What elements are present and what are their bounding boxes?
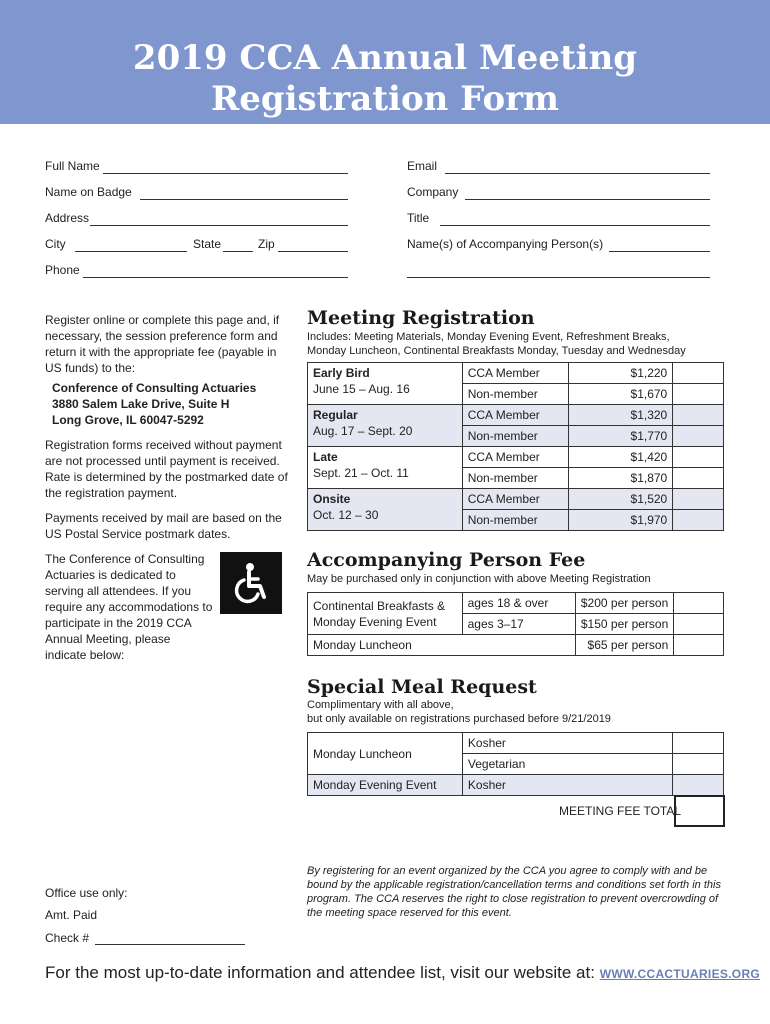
price-adult: $200 per person [575,593,673,614]
meal-kosher-check[interactable] [673,733,724,754]
tier-cell [308,363,463,405]
table-row [308,405,724,426]
member-checkbox[interactable] [673,405,724,426]
table-row [308,775,724,796]
full-name-field[interactable] [103,173,348,174]
phone-label: Phone [45,263,80,277]
city-label: City [45,237,66,251]
special-meal-title: Special Meal Request [307,676,537,698]
nonmember-price: $1,670 [568,384,673,405]
meal-evening: Monday Evening Event [308,775,463,796]
accompanying-item-1 [308,593,463,635]
meal-vegetarian-check[interactable] [673,754,724,775]
member-checkbox[interactable] [673,489,724,510]
office-use-label: Office use only: [45,886,128,900]
tier-name: Onsite [313,492,351,506]
meal-subtitle-line-2: but only available on registrations purchased before 9/21/2019 [307,713,611,725]
check-label: Check # [45,931,90,945]
meal-vegetarian: Vegetarian [462,754,672,775]
tier-name: Late [313,450,338,464]
accompanying-field-2[interactable] [407,277,710,278]
title-label: Title [407,211,430,225]
accompanying-fee-subtitle: May be purchased only in conjunction with above Meeting Registration [307,573,651,585]
title-line-1: 2019 CCA Annual Meeting [132,38,638,78]
member-checkbox[interactable] [673,363,724,384]
zip-label: Zip [258,237,275,251]
tier-name: Early Bird [313,366,370,380]
accompanying-item-2: Monday Luncheon [308,635,576,656]
name-on-badge-field[interactable] [140,199,348,200]
member-checkbox[interactable] [673,447,724,468]
website-link[interactable]: WWW.CCACTUARIES.ORG [599,967,761,981]
tier-dates: Aug. 17 – Sept. 20 [313,424,413,438]
postmark-note: Payments received by mail are based on the US Postal Service postmark dates. [45,511,282,541]
mailing-address [52,380,302,428]
state-field[interactable] [223,251,253,252]
nonmember-label: Non-member [462,426,568,447]
state-label: State [193,237,222,251]
meeting-fee-table [307,362,724,531]
accompanying-fee-table [307,592,724,656]
tier-dates: Oct. 12 – 30 [313,508,379,522]
email-field[interactable] [445,173,710,174]
accompanying-field[interactable] [609,251,710,252]
nonmember-checkbox[interactable] [673,426,724,447]
tier-dates: June 15 – Aug. 16 [313,382,410,396]
address-field[interactable] [90,225,348,226]
meeting-registration-title: Meeting Registration [307,307,535,329]
table-row [308,489,724,510]
meeting-registration-subtitle [307,330,686,358]
nonmember-price: $1,870 [568,468,673,489]
nonmember-price: $1,970 [568,510,673,531]
tier-cell [308,489,463,531]
check-number-field[interactable] [95,944,245,945]
member-label: CCA Member [462,405,568,426]
qty-child-cell[interactable] [674,614,724,635]
accompanying-fee-title: Accompanying Person Fee [307,549,586,571]
footer [45,963,760,983]
accompanying-label: Name(s) of Accompanying Person(s) [407,237,604,251]
price-child: $150 per person [575,614,673,635]
address-label: Address [45,211,90,225]
table-row [308,635,724,656]
accessibility-text: The Conference of Consulting Actuaries is dedicated to serving all attendees. If you require any accommodations to participate in the 2019 CCA Annual Meeting, please indicate below: [45,552,213,662]
page-title [0,38,770,120]
name-on-badge-label: Name on Badge [45,185,132,199]
payment-note: Registration forms received without payment are not processed until payment is received. Rate is determined by the postmarked date of the registration payment. [45,438,288,500]
table-row [308,733,724,754]
meeting-fee-total-box[interactable] [674,795,725,827]
member-price: $1,520 [568,489,673,510]
age-adult: ages 18 & over [462,593,575,614]
phone-field[interactable] [83,277,348,278]
intro-text: Register online or complete this page and, if necessary, the session preference form and return it with the appropriate fee (payable in US funds) to the: [45,313,280,375]
meeting-subtitle-line-1: Includes: Meeting Materials, Monday Evening Event, Refreshment Breaks, [307,331,670,343]
table-row [308,447,724,468]
special-meal-subtitle [307,698,611,726]
amt-paid-label: Amt. Paid [45,908,98,922]
table-row [308,593,724,614]
company-label: Company [407,185,459,199]
member-label: CCA Member [462,447,568,468]
full-name-label: Full Name [45,159,100,173]
member-price: $1,220 [568,363,673,384]
meal-luncheon: Monday Luncheon [308,733,463,775]
title-field[interactable] [440,225,710,226]
qty-adult-cell[interactable] [674,593,724,614]
member-price: $1,320 [568,405,673,426]
member-label: CCA Member [462,489,568,510]
nonmember-label: Non-member [462,468,568,489]
nonmember-label: Non-member [462,384,568,405]
tier-cell [308,405,463,447]
meal-subtitle-line-1: Complimentary with all above, [307,699,454,711]
tier-dates: Sept. 21 – Oct. 11 [313,466,409,480]
member-label: CCA Member [462,363,568,384]
address-line-3: Long Grove, IL 60047-5292 [52,413,204,427]
nonmember-checkbox[interactable] [673,468,724,489]
address-line-2: 3880 Salem Lake Drive, Suite H [52,397,230,411]
zip-field[interactable] [278,251,348,252]
tier-cell [308,447,463,489]
nonmember-price: $1,770 [568,426,673,447]
footer-text: For the most up-to-date information and attendee list, visit our website at: [45,963,595,982]
special-meal-table [307,732,724,796]
qty-luncheon-cell[interactable] [674,635,724,656]
nonmember-label: Non-member [462,510,568,531]
age-child: ages 3–17 [462,614,575,635]
title-line-2: Registration Form [210,79,560,119]
address-line-1: Conference of Consulting Actuaries [52,381,257,395]
tier-name: Regular [313,408,358,422]
wheelchair-icon [220,552,282,614]
nonmember-checkbox[interactable] [673,384,724,405]
accompanying-item-1-line-1: Continental Breakfasts & [313,598,446,613]
member-price: $1,420 [568,447,673,468]
meeting-fee-total-label: MEETING FEE TOTAL [559,804,682,818]
meal-kosher-2: Kosher [462,775,672,796]
meal-kosher: Kosher [462,733,672,754]
accompanying-item-1-line-2: Monday Evening Event [313,614,437,629]
email-label: Email [407,159,438,173]
nonmember-checkbox[interactable] [673,510,724,531]
meeting-subtitle-line-2: Monday Luncheon, Continental Breakfasts Monday, Tuesday and Wednesday [307,345,686,357]
table-row [308,363,724,384]
disclaimer-text: By registering for an event organized by the CCA you agree to comply with and be bound by the applicable registration/cancellation terms and conditions set forth in this program. The CCA reserves the right to close registration to prevent overcrowding of the meeting space reserved for this event. [307,865,721,919]
company-field[interactable] [465,199,710,200]
price-luncheon: $65 per person [575,635,673,656]
meal-kosher-2-check[interactable] [673,775,724,796]
city-field[interactable] [75,251,187,252]
